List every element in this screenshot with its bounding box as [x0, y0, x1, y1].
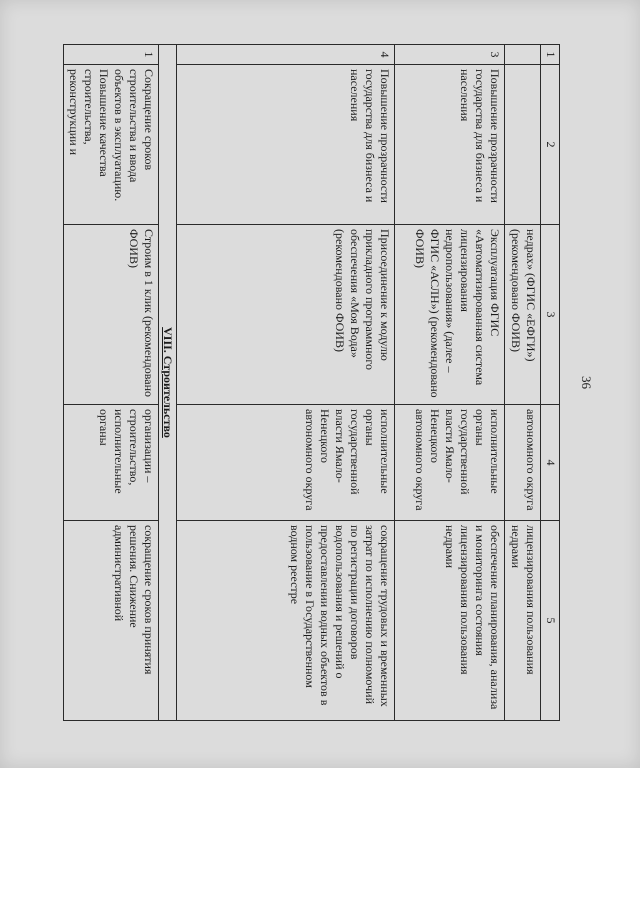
row-result: сокращение трудовых и временных затрат по исполнению полномочий по регистрации договоров водопользования и решений о предоставлении водных объектов в пользование в Государственном водном реестре [177, 521, 395, 721]
section-title: VIII. Строительство [161, 327, 175, 438]
row-number: 4 [177, 45, 395, 65]
row-measure: Эксплуатация ФГИС «Автоматизированная система лицензирования недропользования» (далее – ФГИС «АСЛН») (рекомендовано ФОИВ) [395, 225, 505, 405]
row-executor: исполнительные органы государственной власти Ямало-Ненецкого автономного округа [177, 405, 395, 521]
row-executor: автономного округа [505, 405, 541, 521]
measures-table [63, 44, 560, 721]
row-executor: организации – строительство, исполнительные органы [64, 405, 159, 521]
table-row [395, 45, 505, 721]
row-measure: Строим в 1 клик (рекомендовано ФОИВ) [64, 225, 159, 405]
row-number [505, 45, 541, 65]
row-number: 3 [395, 45, 505, 65]
section-header-row [159, 45, 177, 721]
row-measure: недрах» (ФГИС «ЕФГИ») (рекомендовано ФОИВ) [505, 225, 541, 405]
rotated-table-container [67, 44, 560, 720]
row-goal [505, 65, 541, 225]
header-col-1: 1 [541, 45, 560, 65]
header-col-4: 4 [541, 405, 560, 521]
table-header-row [541, 45, 560, 721]
header-col-2: 2 [541, 65, 560, 225]
row-result: лицензирования пользования недрами [505, 521, 541, 721]
table-row [64, 45, 159, 721]
header-col-5: 5 [541, 521, 560, 721]
table-row [177, 45, 395, 721]
table-row-continuation [505, 45, 541, 721]
row-goal: Повышение прозрачности государства для бизнеса и населения [177, 65, 395, 225]
row-result: обеспечение планирования, анализа и мониторинга состояния лицензирования пользования недрами [395, 521, 505, 721]
page-number: 36 [579, 376, 594, 389]
row-measure: Присоединение к модулю прикладного программного обеспечения «Моя Вода» (рекомендовано ФОИВ) [177, 225, 395, 405]
header-col-3: 3 [541, 225, 560, 405]
row-result: сокращение сроков принятия решения. Снижение административной [64, 521, 159, 721]
row-number: 1 [64, 45, 159, 65]
row-executor: исполнительные органы государственной власти Ямало-Ненецкого автономного округа [395, 405, 505, 521]
row-goal: Сокращение сроков строительства и ввода объектов в эксплуатацию. Повышение качества строительства, реконструкции и [64, 65, 159, 225]
row-goal: Повышение прозрачности государства для бизнеса и населения [395, 65, 505, 225]
